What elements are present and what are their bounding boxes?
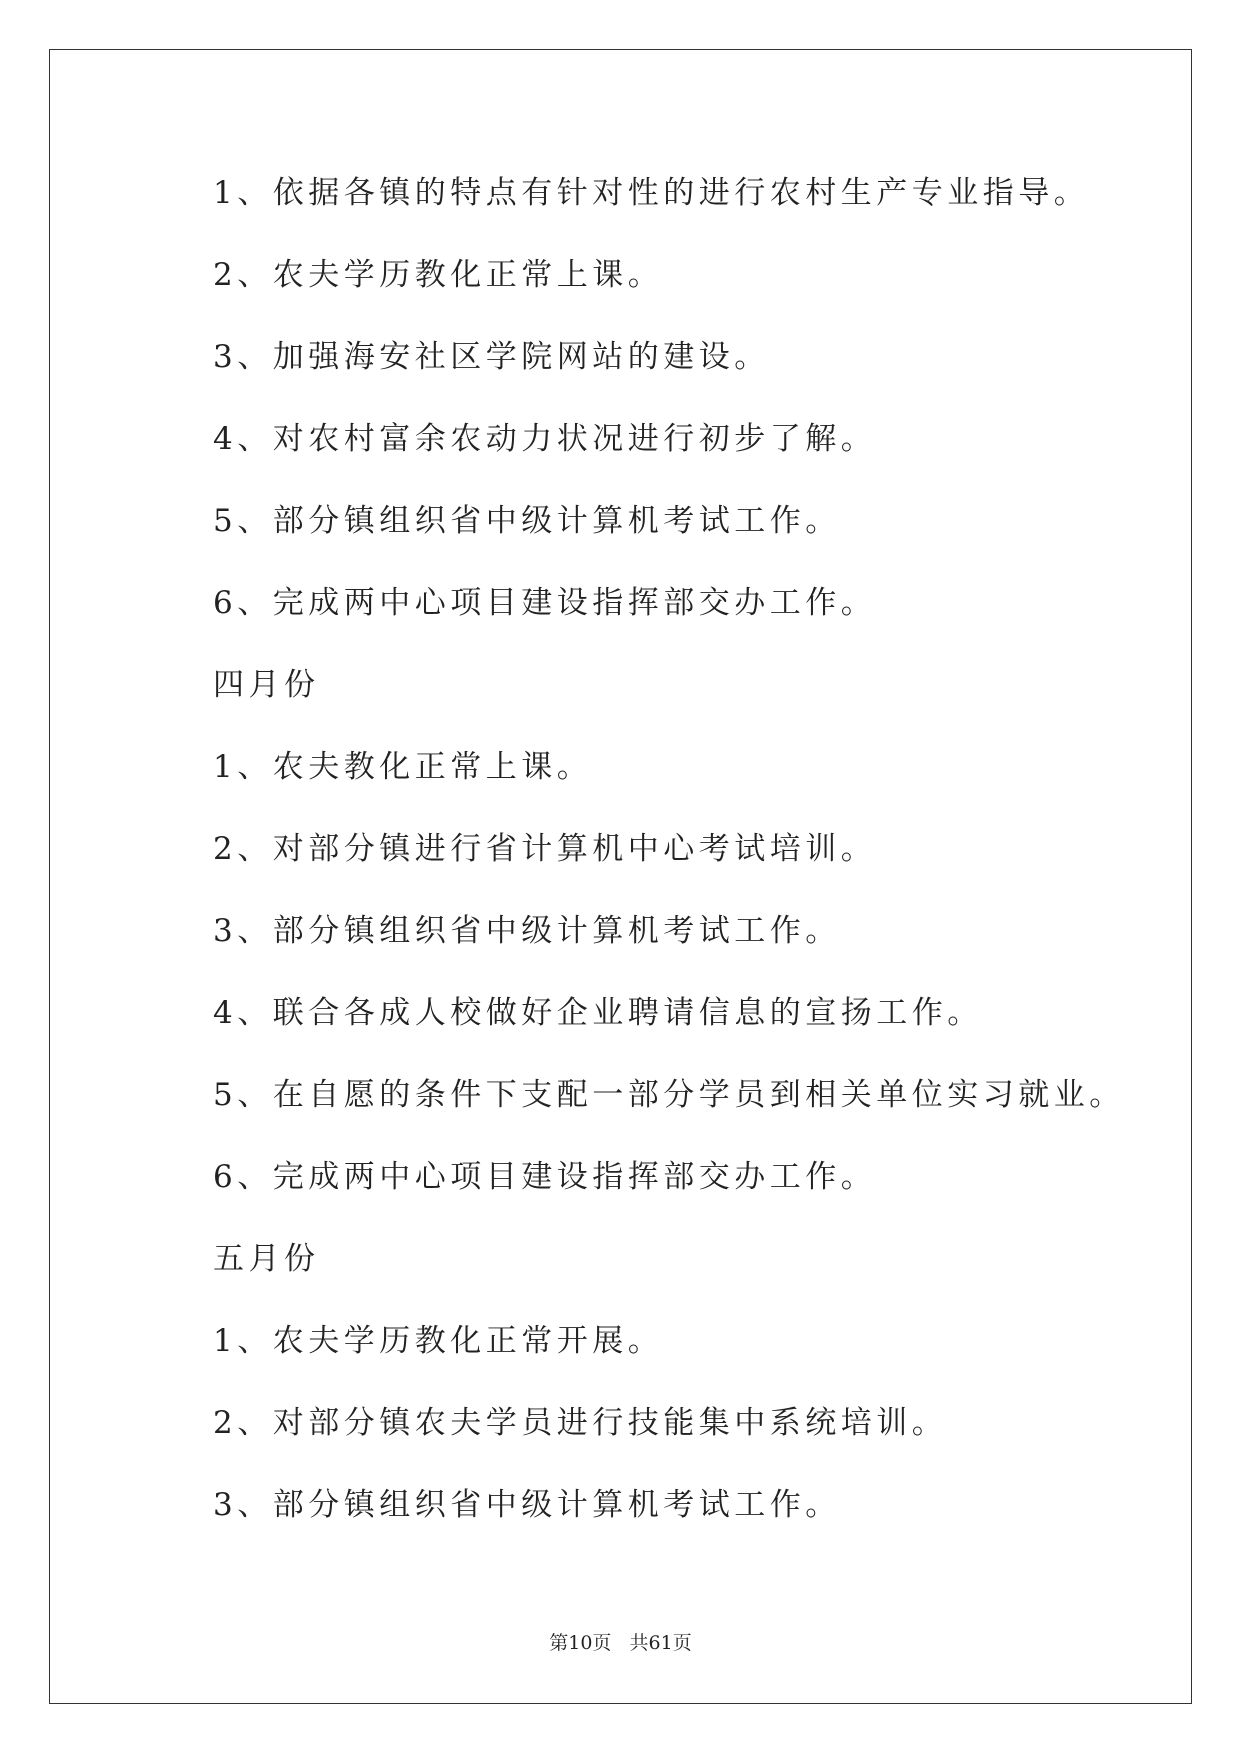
list-item: 3、加强海安社区学院网站的建设。 [213,339,770,375]
list-item: 6、完成两中心项目建设指挥部交办工作。 [213,585,877,621]
list-item: 5、在自愿的条件下支配一部分学员到相关单位实习就业。 [213,1077,1125,1113]
list-item: 4、对农村富余农动力状况进行初步了解。 [213,421,877,457]
list-item: 2、对部分镇进行省计算机中心考试培训。 [213,831,877,867]
page-number: 第10页 共61页 [549,1632,692,1654]
section-heading-april: 四月份 [213,667,320,703]
document-body [213,165,1125,1559]
list-item: 5、部分镇组织省中级计算机考试工作。 [213,503,841,539]
list-item: 2、农夫学历教化正常上课。 [213,257,664,293]
list-item: 1、农夫学历教化正常开展。 [213,1323,664,1359]
section-heading-may: 五月份 [213,1241,320,1277]
list-item: 1、农夫教化正常上课。 [213,749,593,785]
list-item: 4、联合各成人校做好企业聘请信息的宣扬工作。 [213,995,983,1031]
list-item: 2、对部分镇农夫学员进行技能集中系统培训。 [213,1405,948,1441]
list-item: 6、完成两中心项目建设指挥部交办工作。 [213,1159,877,1195]
list-item: 3、部分镇组织省中级计算机考试工作。 [213,913,841,949]
list-item: 1、依据各镇的特点有针对性的进行农村生产专业指导。 [213,175,1090,211]
list-item: 3、部分镇组织省中级计算机考试工作。 [213,1487,841,1523]
